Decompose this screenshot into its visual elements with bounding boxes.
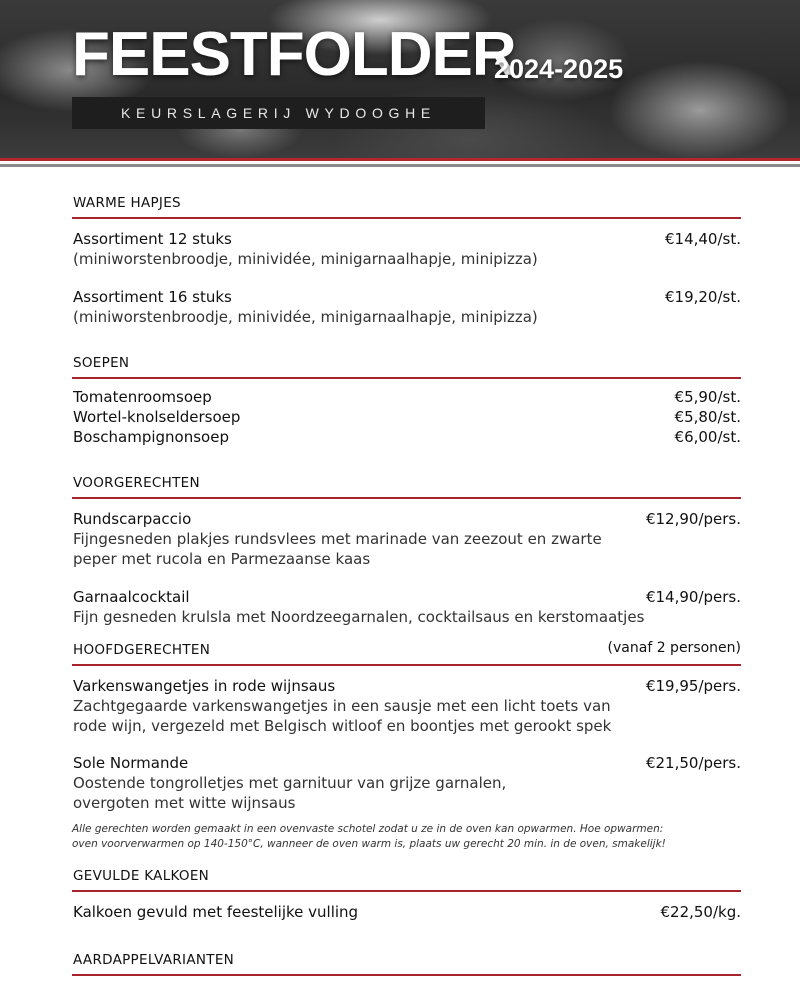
item-description: Oostende tongrolletjes met garnituur van grijze garnalen, [73, 774, 507, 792]
item-name: Wortel-knolseldersoep [73, 408, 241, 426]
item-name: Kalkoen gevuld met feestelijke vulling [73, 903, 359, 921]
item-price: €5,80/st. [674, 408, 741, 426]
section-title: WARME HAPJES [73, 195, 181, 211]
item-description: peper met rucola en Parmezaanse kaas [73, 550, 371, 568]
section-header-voorgerechten [72, 473, 741, 499]
item-price: €5,90/st. [674, 388, 741, 406]
item-price: €19,20/st. [664, 288, 741, 306]
item-description: Zachtgegaarde varkenswangetjes in een sausje met een licht toets van [73, 697, 611, 715]
page-year: 2024-2025 [494, 54, 624, 84]
header-banner [0, 0, 800, 158]
item-name: Sole Normande [73, 754, 189, 772]
brand-subtitle: KEURSLAGERIJ WYDOOGHE [72, 97, 485, 129]
item-price: €6,00/st. [674, 428, 741, 446]
section-title: AARDAPPELVARIANTEN [73, 952, 235, 968]
item-price: €19,95/pers. [645, 677, 741, 695]
item-name: Boschampignonsoep [73, 428, 229, 446]
item-price: €12,90/pers. [645, 510, 741, 528]
item-name: Varkenswangetjes in rode wijnsaus [73, 677, 336, 695]
section-note: (vanaf 2 personen) [607, 640, 741, 656]
item-price: €14,40/st. [664, 230, 741, 248]
reheating-note [72, 822, 741, 852]
item-price: €14,90/pers. [645, 588, 741, 606]
item-name: Garnaalcocktail [73, 588, 190, 606]
item-name: Rundscarpaccio [73, 510, 192, 528]
item-description: rode wijn, vergezeld met Belgisch witloof en boontjes met gerookt spek [73, 717, 612, 735]
item-description: Fijngesneden plakjes rundsvlees met marinade van zeezout en zwarte [73, 530, 602, 548]
section-title: SOEPEN [73, 355, 130, 371]
section-header-hoofdgerechten [72, 640, 741, 666]
item-name: Assortiment 12 stuks [73, 230, 232, 248]
section-title: GEVULDE KALKOEN [73, 868, 210, 884]
item-description: (miniworstenbroodje, minividée, minigarnaalhapje, minipizza) [73, 308, 538, 326]
section-title: HOOFDGERECHTEN [73, 642, 211, 658]
header-divider-red [0, 158, 800, 161]
section-header-soepen [72, 353, 741, 379]
item-description: Fijn gesneden krulsla met Noordzeegarnalen, cocktailsaus en kerstomaatjes [73, 608, 645, 626]
section-header-gevulde-kalkoen [72, 866, 741, 892]
item-description: (miniworstenbroodje, minividée, minigarnaalhapje, minipizza) [73, 250, 538, 268]
item-name: Tomatenroomsoep [73, 388, 212, 406]
section-title: VOORGERECHTEN [73, 475, 200, 491]
section-header-warme-hapjes [72, 193, 741, 219]
item-price: €22,50/kg. [660, 903, 741, 921]
item-price: €21,50/pers. [645, 754, 741, 772]
reheating-note-line: Alle gerechten worden gemaakt in een ovenvaste schotel zodat u ze in de oven kan opwarmen. Hoe opwarmen: [72, 823, 664, 835]
item-name: Assortiment 16 stuks [73, 288, 232, 306]
section-header-aardappelvarianten [72, 950, 741, 976]
page-title: FEESTFOLDER [72, 20, 516, 89]
reheating-note-line: oven voorverwarmen op 140-150°C, wanneer de oven warm is, plaats uw gerecht 20 min. in de oven, smakelijk! [72, 838, 666, 850]
item-description: overgoten met witte wijnsaus [73, 794, 296, 812]
header-divider-gray [0, 164, 800, 167]
